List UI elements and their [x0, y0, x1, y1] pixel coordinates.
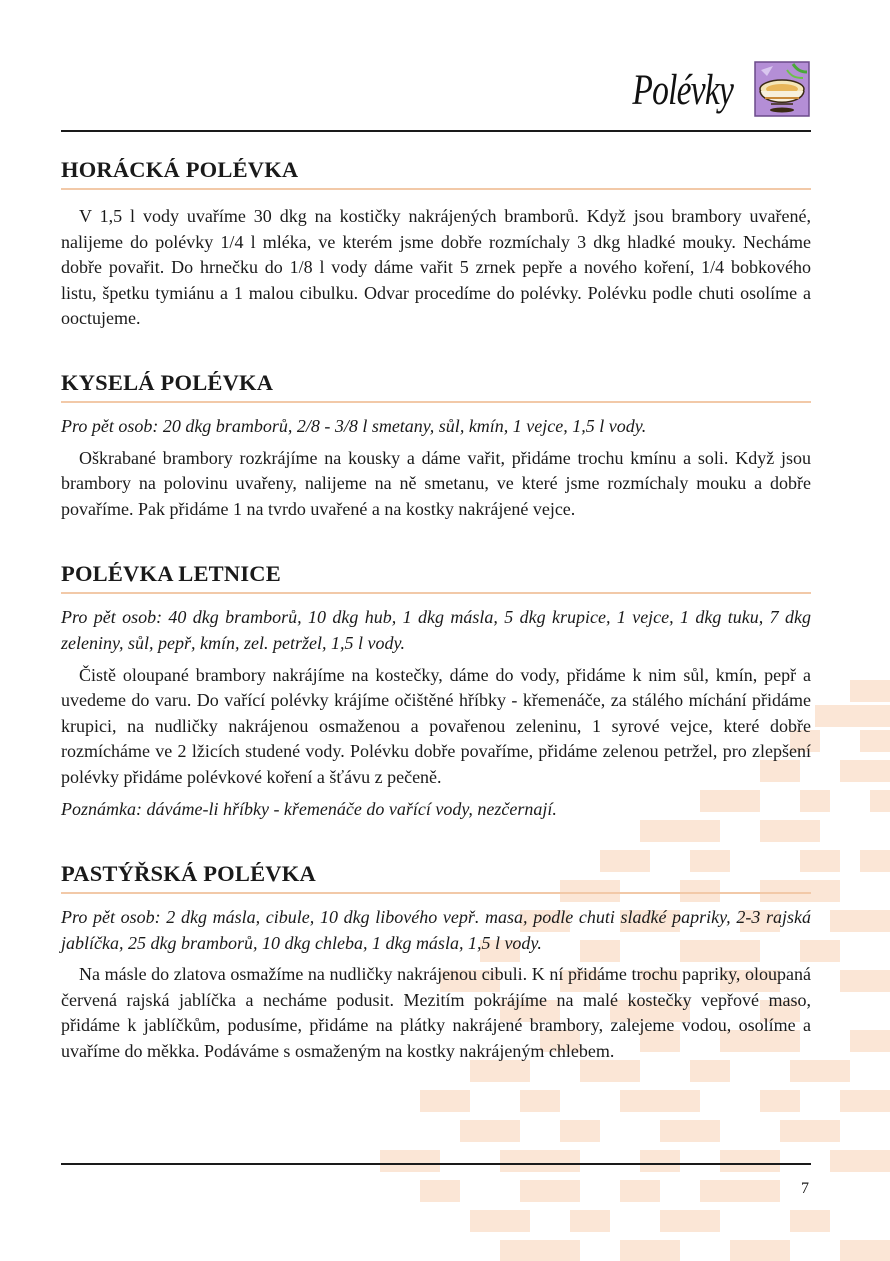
recipe-kysela-polevka — [61, 369, 811, 522]
recipe-horacka-polevka — [61, 156, 811, 332]
recipe-pastyrska-polevka — [61, 860, 811, 1065]
recipe-method: Oškrabané brambory rozkrájíme na kousky a dáme vařit, přidáme trochu kmínu a soli. Když jsou brambory na polovinu uvařeny, nalijeme na ně smetanu, ve které jsme rozmíchaly mouku a dobře povaříme. Pak přidáme 1 na tvrdo uvařené a na kostky nakrájené vejce. — [61, 447, 811, 519]
section-title: Polévky — [632, 67, 733, 114]
recipe-list — [61, 156, 811, 1065]
recipe-title: PASTÝŘSKÁ POLÉVKA — [61, 860, 811, 894]
recipe-title: HORÁCKÁ POLÉVKA — [61, 156, 811, 190]
recipe-ingredients: Pro pět osob: 2 dkg másla, cibule, 10 dkg libového vepř. masa, podle chuti sladké papriky, 2-3 rajská jablíčka, 25 dkg bramborů, 10 dkg chleba, 1 dkg másla, 1,5 l vody. — [61, 907, 811, 953]
page-number: 7 — [801, 1180, 809, 1197]
recipe-method: Čistě oloupané brambory nakrájíme na kostečky, dáme do vody, přidáme k nim sůl, kmín, pepř a uvedeme do varu. Do vařící polévky krájíme očištěné hříbky - křemenáče, za stálého míchání přidáme krupici, na nudličky nakrájenou osmaženou a povařenou zeleninu, 1 syrové vejce, které dobře rozmícháme ve 2 lžicích studené vody. Polévku dobře povaříme, přidáme zelenou petržel, pro zlepšení polévky přidáme polévkové koření a šťávu z pečeně. — [61, 664, 811, 787]
header-rule — [61, 130, 811, 132]
recipe-title: POLÉVKA LETNICE — [61, 560, 811, 594]
page — [61, 0, 811, 1261]
page-header — [61, 58, 811, 130]
soup-bowl-icon — [753, 60, 811, 118]
recipe-ingredients: Pro pět osob: 20 dkg bramborů, 2/8 - 3/8 l smetany, sůl, kmín, 1 vejce, 1,5 l vody. — [61, 415, 647, 436]
recipe-note: Poznámka: dáváme-li hříbky - křemenáče do vařící vody, nezčernají. — [61, 798, 557, 819]
recipe-method: Na másle do zlatova osmažíme na nudličky nakrájenou cibuli. K ní přidáme trochu papriky, oloupaná červená rajská jablíčka a necháme podusit. Mezitím pokrájíme na malé kostečky vepřové maso, přidáme k jablíčkům, podusíme, přidáme na plátky nakrájené brambory, zalejeme vodou, osolíme a uvaříme do měkka. Podáváme s osmaženým na kostky nakrájeným chlebem. — [61, 964, 811, 1062]
footer-rule — [61, 1163, 811, 1165]
recipe-polevka-letnice — [61, 560, 811, 822]
recipe-ingredients: Pro pět osob: 40 dkg bramborů, 10 dkg hub, 1 dkg másla, 5 dkg krupice, 1 vejce, 1 dkg tuku, 7 dkg zeleniny, sůl, pepř, kmín, zel. petržel, 1,5 l vody. — [61, 607, 811, 653]
recipe-method: V 1,5 l vody uvaříme 30 dkg na kostičky nakrájených bramborů. Když jsou brambory uvařené, nalijeme do polévky 1/4 l mléka, ve kterém jsme dobře rozmíchaly 3 dkg hladké mouky. Necháme dobře povařit. Do hrnečku do 1/8 l vody dáme vařit 5 zrnek pepře a nového koření, 1/4 bobkového listu, špetku tymiánu a 1 malou cibulku. Odvar procedíme do polévky. Polévku podle chuti osolíme a ooctujeme. — [61, 206, 811, 329]
recipe-title: KYSELÁ POLÉVKA — [61, 369, 811, 403]
